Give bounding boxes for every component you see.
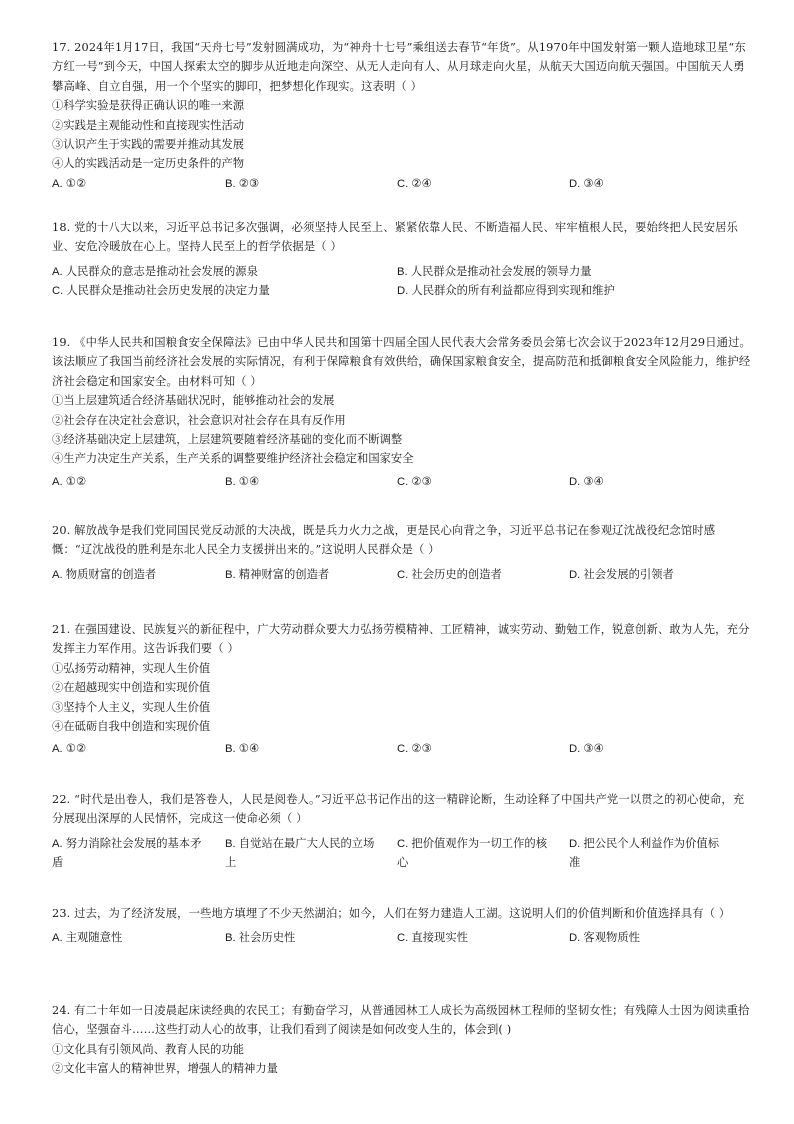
option-b[interactable]: B. 人民群众是推动社会发展的领导力量 — [397, 265, 592, 278]
statement-1: ①弘扬劳动精神，实现人生价值 — [52, 661, 211, 675]
option-a[interactable]: A. ①② — [52, 743, 87, 756]
statement-1: ①当上层建筑适合经济基础状况时，能够推动社会的发展 — [52, 394, 335, 408]
option-d[interactable]: D. 把公民个人利益作为价值标准 — [569, 837, 719, 869]
option-d[interactable]: D. ③④ — [569, 475, 604, 488]
statement-4: ④在砥砺自我中创造和实现价值 — [52, 720, 211, 734]
question-20 — [52, 521, 752, 586]
question-stem: 22. “时代是出卷人，我们是答卷人，人民是阅卷人。”习近平总书记作出的这一精辟论断，生动诠释了中国共产党一以贯之的初心使命，充分展现出深厚的人民情怀，完成这一使命必须（ ） — [52, 793, 745, 826]
option-d[interactable]: D. ③④ — [569, 743, 604, 756]
options-row — [52, 177, 752, 197]
option-d[interactable]: D. 人民群众的所有利益都应得到实现和维护 — [397, 284, 615, 297]
option-b[interactable]: B. 自觉站在最广大人民的立场上 — [225, 837, 375, 869]
option-c[interactable]: C. ②③ — [397, 475, 432, 488]
statement-2: ②在超越现实中创造和实现价值 — [52, 681, 211, 695]
option-a[interactable]: A. 人民群众的意志是推动社会发展的源泉 — [52, 265, 258, 278]
statement-2: ②实践是主观能动性和直接现实性活动 — [52, 118, 245, 132]
option-b[interactable]: B. ②③ — [225, 177, 260, 190]
option-d[interactable]: D. ③④ — [569, 177, 604, 190]
option-c[interactable]: C. 人民群众是推动社会历史发展的决定力量 — [52, 284, 270, 297]
question-stem: 24. 有二十年如一日凌晨起床读经典的农民工；有勤奋学习，从普通园林工人成长为高级园林工程师的坚韧女性；有残障人士因为阅读重拾信心，坚强奋斗……这些打动人心的故事，让我们看到了阅读是如何改变人生的，体会到( ) — [52, 1004, 750, 1037]
question-stem: 18. 党的十八大以来，习近平总书记多次强调，必须坚持人民至上、紧紧依靠人民、不断造福人民、牢牢植根人民，要始终把人民安居乐业、安危冷暖放在心上。坚持人民至上的哲学依据是（ ） — [52, 221, 739, 254]
statement-3: ③经济基础决定上层建筑，上层建筑要随着经济基础的变化而不断调整 — [52, 433, 403, 447]
question-24 — [52, 1001, 752, 1079]
option-c[interactable]: C. 社会历史的创造者 — [397, 568, 502, 581]
question-17 — [52, 38, 752, 197]
option-a[interactable]: A. 努力消除社会发展的基本矛盾 — [52, 837, 202, 869]
option-a[interactable]: A. ①② — [52, 475, 87, 488]
question-19 — [52, 333, 752, 495]
option-d[interactable]: D. 社会发展的引领者 — [569, 568, 674, 581]
question-stem: 20. 解放战争是我们党同国民党反动派的大决战，既是兵力火力之战，更是民心向背之争，习近平总书记在参观辽沈战役纪念馆时感慨：“辽沈战役的胜利是东北人民全力支援拼出来的。”这说明人民群众是（ ） — [52, 524, 716, 557]
statement-1: ①文化具有引领风尚、教育人民的功能 — [52, 1042, 245, 1056]
option-c[interactable]: C. 把价值观作为一切工作的核心 — [397, 837, 547, 869]
option-b[interactable]: B. ①④ — [225, 475, 260, 488]
option-c[interactable]: C. ②③ — [397, 743, 432, 756]
statement-1: ①科学实验是获得正确认识的唯一来源 — [52, 99, 245, 113]
statement-4: ④人的实践活动是一定历史条件的产物 — [52, 157, 245, 171]
question-18 — [52, 218, 752, 301]
question-stem: 17. 2024年1月17日，我国“天舟七号”发射圆满成功，为“神舟十七号”乘组送去春节“年货”。从1970年中国发射第一颗人造地球卫星“东方红一号”到今天，中国人探索太空的脚步从近地走向深空、从无人走向有人、从月球走向火星，从航天大国迈向航天强国。中国航天人勇攀高峰、自立自强，用一个个坚实的脚印，把梦想化作现实。这表明（ ） — [52, 41, 746, 93]
question-21 — [52, 620, 752, 762]
question-stem: 23. 过去，为了经济发展，一些地方填埋了不少天然湖泊；如今，人们在努力建造人工湖。这说明人们的价值判断和价值选择具有（ ） — [52, 907, 731, 920]
statement-3: ③认识产生于实践的需要并推动其发展 — [52, 138, 245, 152]
statement-2: ②文化丰富人的精神世界，增强人的精神力量 — [52, 1062, 278, 1076]
statement-3: ③坚持个人主义，实现人生价值 — [52, 700, 211, 714]
statement-2: ②社会存在决定社会意识，社会意识对社会存在具有反作用 — [52, 413, 346, 427]
option-a[interactable]: A. 物质财富的创造者 — [52, 568, 157, 581]
options-row — [52, 929, 752, 949]
options-row — [52, 475, 752, 495]
option-d[interactable]: D. 客观物质性 — [569, 932, 640, 945]
option-b[interactable]: B. ①④ — [225, 743, 260, 756]
option-a[interactable]: A. 主观随意性 — [52, 932, 123, 945]
statement-4: ④生产力决定生产关系，生产关系的调整要维护经济社会稳定和国家安全 — [52, 452, 414, 466]
option-c[interactable]: C. ②④ — [397, 177, 432, 190]
options-row — [52, 835, 752, 873]
question-22 — [52, 790, 752, 873]
options-row — [52, 742, 752, 762]
question-23 — [52, 904, 752, 949]
option-b[interactable]: B. 社会历史性 — [225, 932, 296, 945]
option-a[interactable]: A. ①② — [52, 177, 87, 190]
option-b[interactable]: B. 精神财富的创造者 — [225, 568, 330, 581]
option-c[interactable]: C. 直接现实性 — [397, 932, 468, 945]
options-grid — [52, 263, 752, 301]
options-row — [52, 566, 752, 586]
question-stem: 19. 《中华人民共和国粮食安全保障法》已由中华人民共和国第十四届全国人民代表大会常务委员会第七次会议于2023年12月29日通过。该法顺应了我国当前经济社会发展的实际情况，有利于保障粮食有效供给，确保国家粮食安全，提高防范和抵御粮食安全风险能力，维护经济社会稳定和国家安全。由材料可知（ ） — [52, 336, 751, 388]
question-stem: 21. 在强国建设、民族复兴的新征程中，广大劳动群众要大力弘扬劳模精神、工匠精神，诚实劳动、勤勉工作，锐意创新、敢为人先，充分发挥主力军作用。这告诉我们要（ ） — [52, 623, 750, 656]
